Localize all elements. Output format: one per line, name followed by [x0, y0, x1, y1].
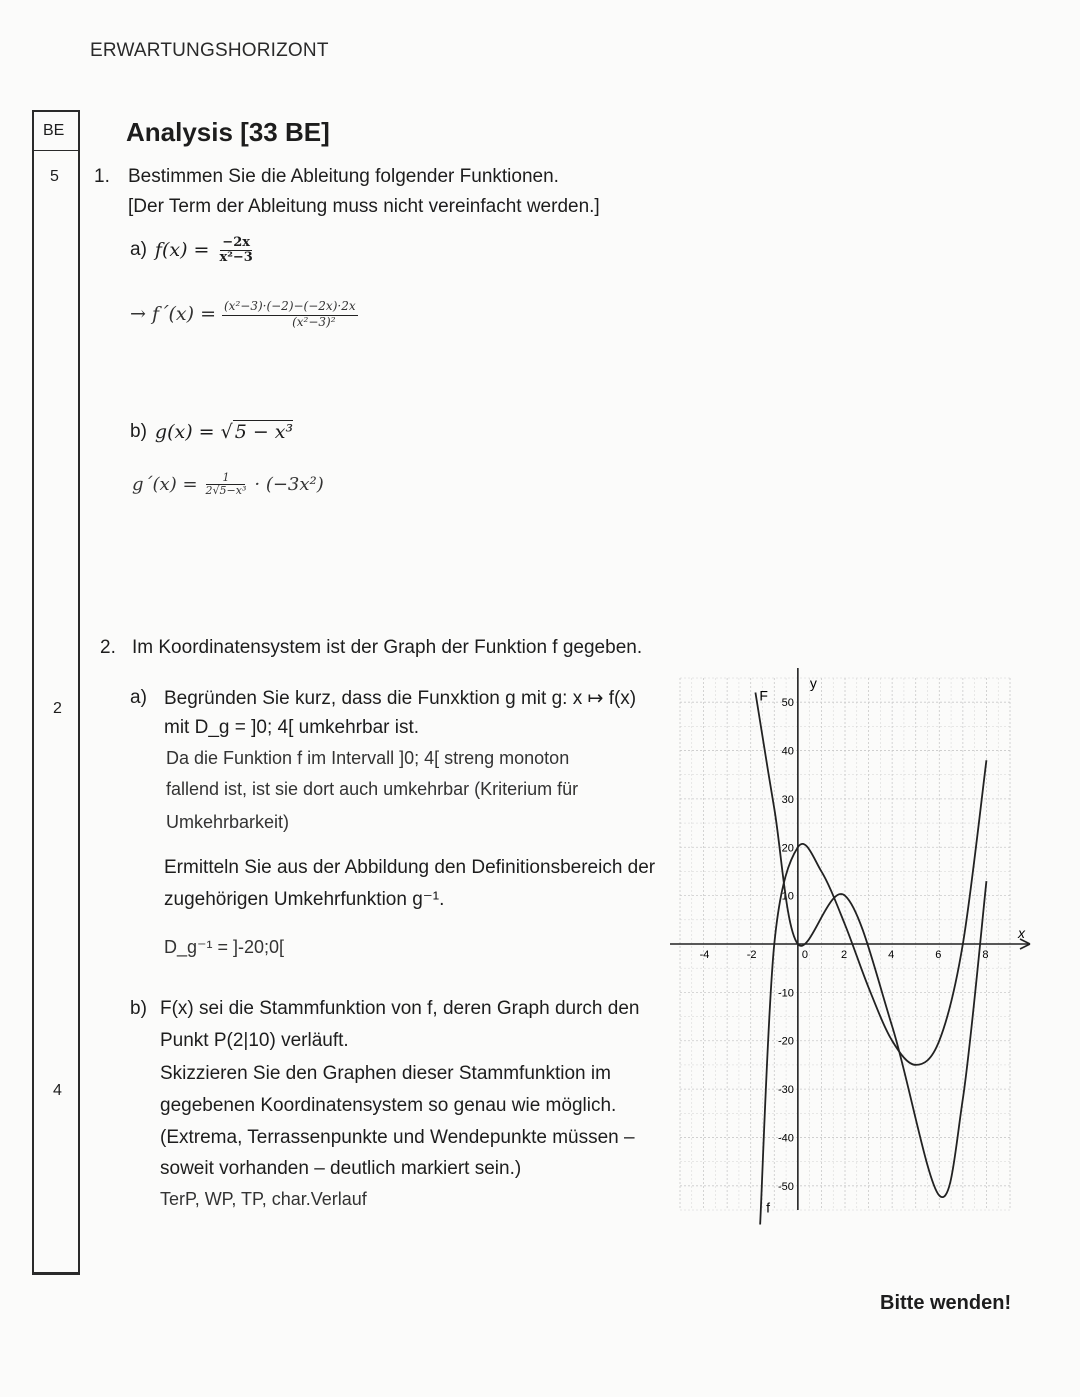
task2a-label: a) — [130, 687, 147, 708]
task2a-question2-line1: Ermitteln Sie aus der Abbildung den Definitionsbereich der — [164, 857, 656, 878]
task2b-label: b) — [130, 998, 147, 1019]
task2b-answer: TerP, WP, TP, char.Verlauf — [160, 1189, 367, 1209]
y-tick-label: 50 — [781, 697, 794, 710]
task1a-answer-numerator: (x²−3)·(−2)−(−2x)·2x — [222, 300, 358, 316]
task1b-answer-denominator: 2√5−x³ — [205, 483, 247, 497]
task1a-fraction — [217, 236, 254, 264]
be-heading: BE — [43, 122, 65, 139]
task2-number: 2. — [100, 637, 116, 658]
y-tick-label: -30 — [777, 1084, 794, 1097]
footer-note: Bitte wenden! — [880, 1292, 1012, 1314]
y-tick-label: 40 — [781, 745, 794, 758]
task1a-answer-fraction — [222, 300, 358, 328]
x-tick-label: -2 — [746, 949, 757, 961]
task2a-answer2: D_g⁻¹ = ]-20;0[ — [164, 937, 285, 957]
task1-instruction-note: [Der Term der Ableitung muss nicht vereinfacht werden.] — [128, 196, 600, 217]
task1b-question — [130, 420, 293, 443]
be-points-task1: 5 — [50, 168, 59, 185]
series-label-F: F — [759, 687, 768, 704]
series-label-f: f — [766, 1199, 771, 1216]
task1a-answer-denominator: (x²−3)² — [292, 314, 336, 329]
task1a-denominator: x²−3 — [219, 249, 253, 265]
be-divider — [32, 150, 78, 151]
task1a-question — [130, 236, 255, 264]
task1b-answer-fraction — [204, 472, 249, 496]
y-tick-label: 30 — [781, 793, 794, 806]
task1b-answer-lhs: g´(x) = — [132, 473, 198, 495]
task2b-line6: soweit vorhanden – deutlich markiert sein.) — [160, 1158, 522, 1179]
task1-number: 1. — [94, 166, 110, 187]
task2a-answer-line3: Umkehrbarkeit) — [166, 812, 290, 832]
task2a-answer-line1: Da die Funktion f im Intervall ]0; 4[ streng monoton — [166, 748, 570, 768]
section-title: Analysis [33 BE] — [126, 117, 330, 147]
x-tick-label: 8 — [982, 949, 989, 961]
be-points-task2a: 2 — [53, 700, 62, 717]
task1a-numerator: −2x — [222, 235, 250, 250]
task1b-radicand: 5 − x³ — [234, 421, 294, 443]
x-tick-label: 6 — [935, 949, 942, 961]
x-tick-label: 4 — [888, 949, 895, 961]
task1b-answer — [132, 472, 324, 496]
task2a-question-line2: mit D_g = ]0; 4[ umkehrbar ist. — [164, 717, 420, 738]
task1a-answer — [130, 300, 358, 328]
task2b-line1: F(x) sei die Stammfunktion von f, deren Graph durch den — [160, 998, 640, 1019]
be-column — [32, 110, 80, 1275]
task1-instruction: Bestimmen Sie die Ableitung folgender Funktionen. — [128, 166, 559, 187]
task1b-answer-numerator: 1 — [206, 472, 245, 485]
task1b-label: b) — [130, 420, 147, 442]
task2b-line2: Punkt P(2|10) verläuft. — [160, 1030, 349, 1051]
series-line-F — [755, 693, 989, 1198]
x-axis-label: x — [1018, 925, 1025, 941]
task2b-line4: gegebenen Koordinatensystem so genau wie möglich. — [160, 1095, 617, 1116]
coordinate-system-chart — [650, 660, 1050, 1230]
y-tick-label: -40 — [777, 1132, 794, 1145]
task1a-lhs: f(x) = — [154, 239, 210, 262]
y-tick-label: 10 — [781, 890, 794, 903]
task2a-question2-line2: zugehörigen Umkehrfunktion g⁻¹. — [164, 889, 445, 910]
task1a-label: a) — [130, 239, 147, 261]
y-axis-label: y — [809, 675, 817, 691]
task2a-answer-line2: fallend ist, ist sie dort auch umkehrbar (Kriterium für — [166, 779, 579, 799]
header: ERWARTUNGSHORIZONT — [90, 40, 329, 61]
y-tick-label: -50 — [777, 1180, 794, 1193]
y-tick-label: 20 — [781, 842, 794, 855]
y-tick-label: -10 — [777, 987, 794, 1000]
task2b-line5: (Extrema, Terrassenpunkte und Wendepunkte müssen – — [160, 1127, 635, 1148]
y-tick-label: -20 — [777, 1035, 794, 1048]
task2a-question-line1: Begründen Sie kurz, dass die Funxktion g mit g: x ↦ f(x) — [164, 688, 637, 709]
task1a-answer-lhs: → f´(x) = — [130, 303, 216, 326]
task1b-answer-factor: · (−3x²) — [254, 473, 324, 495]
x-tick-label: 2 — [841, 949, 848, 961]
x-tick-label: 0 — [801, 949, 808, 961]
task2-intro: Im Koordinatensystem ist der Graph der Funktion f gegeben. — [132, 637, 643, 658]
task1b-lhs: g(x) = √ — [154, 420, 233, 443]
be-points-task2b: 4 — [53, 1082, 62, 1099]
x-tick-label: -4 — [699, 949, 710, 961]
task2b-line3: Skizzieren Sie den Graphen dieser Stammfunktion im — [160, 1063, 611, 1084]
